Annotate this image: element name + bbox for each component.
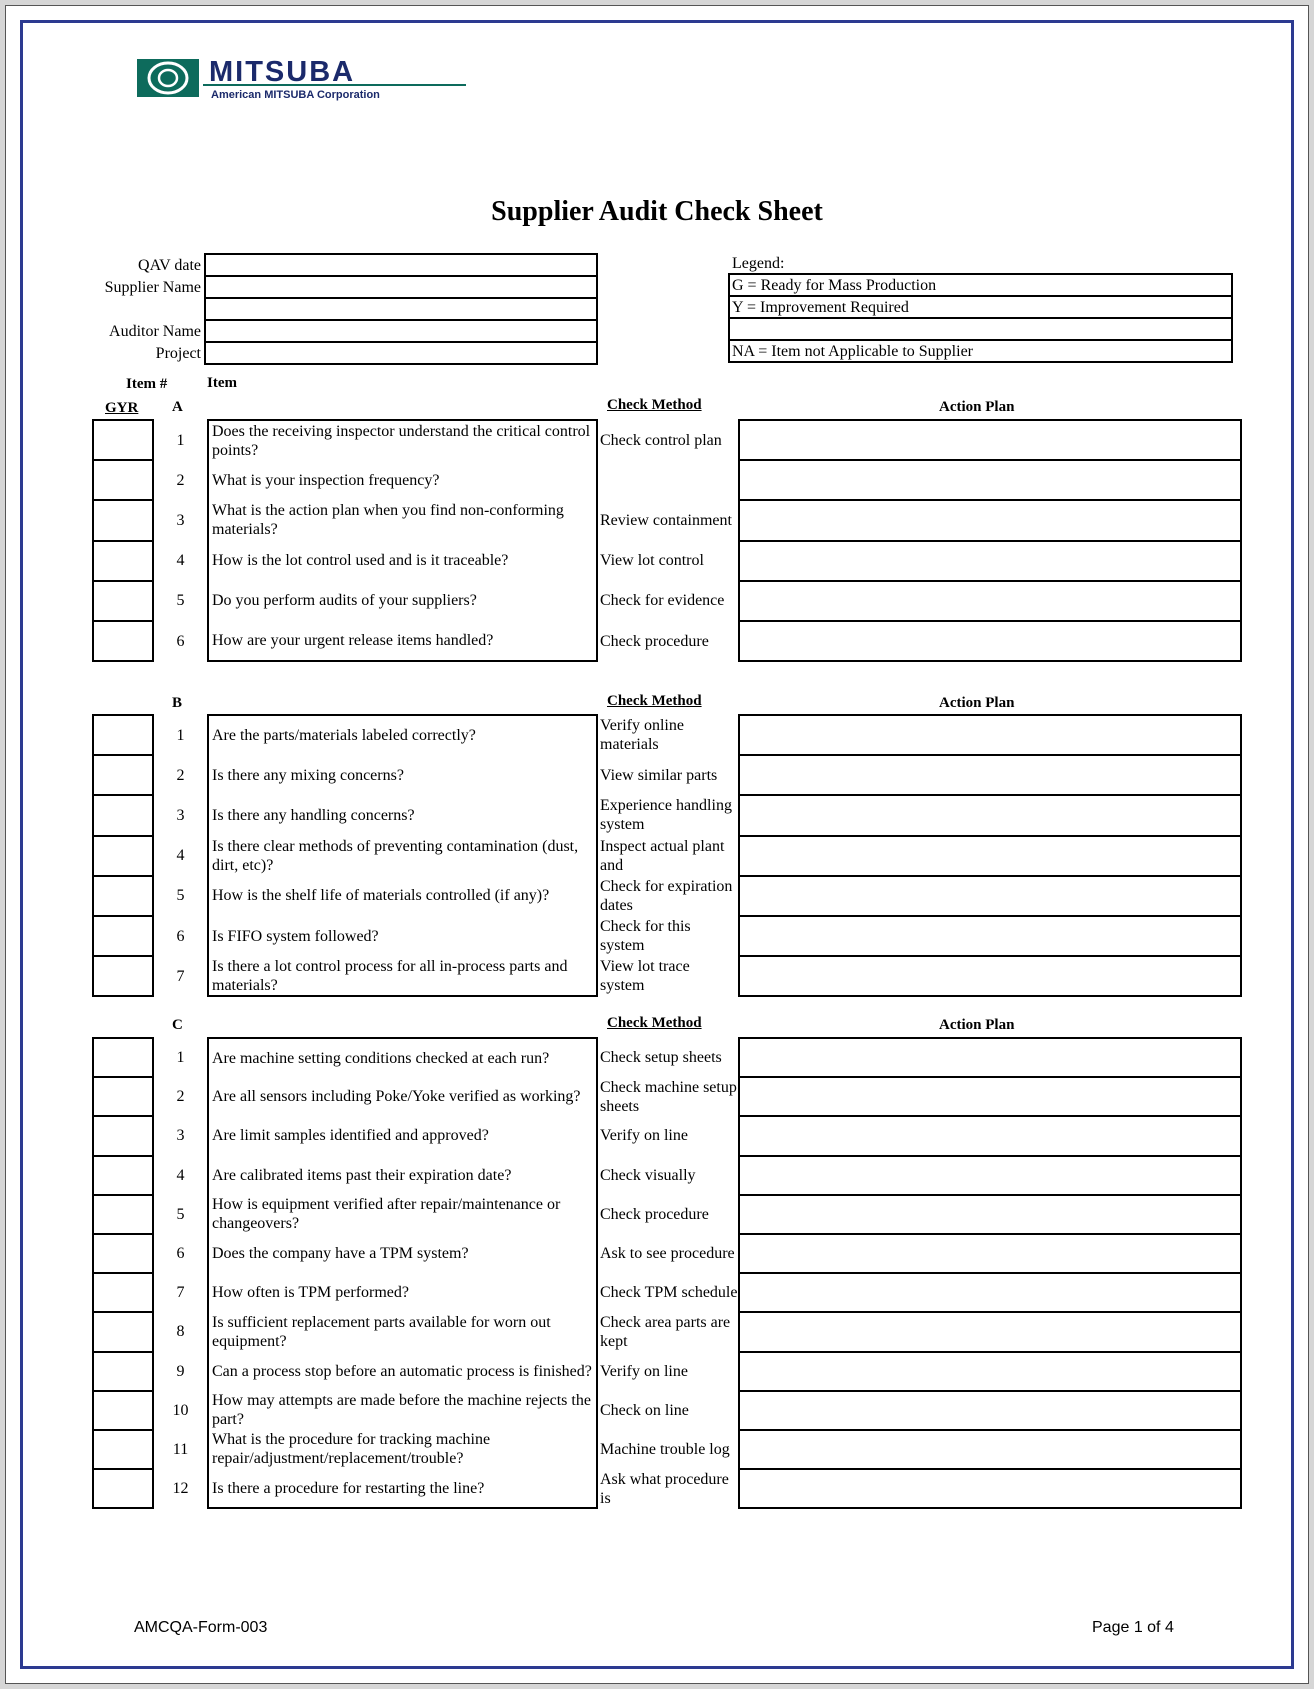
action-plan-input[interactable] [739, 1116, 1241, 1155]
legend-row [729, 296, 1232, 318]
gyr-status-box[interactable] [93, 1273, 153, 1312]
table-row [93, 621, 1241, 661]
check-method: Check procedure [600, 632, 709, 650]
item-question: Is there clear methods of preventing contamination (dust, dirt, etc)? [208, 836, 597, 876]
action-plan-input[interactable] [739, 836, 1241, 876]
header-field-row [92, 254, 597, 276]
gyr-status-box[interactable] [93, 500, 153, 540]
item-number: 11 [172, 1440, 189, 1458]
gyr-status-box[interactable] [93, 1038, 153, 1077]
action-plan-input[interactable] [739, 500, 1241, 540]
table-row [93, 1312, 1241, 1351]
item-number: 1 [176, 1049, 185, 1067]
check-method: Check setup sheets [600, 1049, 722, 1067]
action-plan-input[interactable] [739, 1391, 1241, 1430]
gyr-status-box[interactable] [93, 1430, 153, 1469]
legend-entry: Y = Improvement Required [729, 296, 1232, 318]
item-question: Are limit samples identified and approved? [208, 1116, 597, 1155]
item-number: 3 [176, 806, 185, 824]
header-field-label: Auditor Name [109, 322, 201, 340]
check-method: Check area parts are kept [600, 1313, 731, 1350]
gyr-status-box[interactable] [93, 1195, 153, 1234]
action-plan-input[interactable] [739, 1469, 1241, 1508]
header-field-row [92, 276, 597, 298]
table-row [93, 1469, 1241, 1508]
logo-brand-text: MITSUBA [209, 57, 356, 88]
col-action-plan: Action Plan [939, 399, 1015, 415]
gyr-status-box[interactable] [93, 621, 153, 661]
item-question: Is there any mixing concerns? [208, 755, 597, 795]
legend-table [728, 273, 1233, 363]
table-row [93, 795, 1241, 835]
header-field-input[interactable] [205, 298, 597, 320]
item-number: 12 [172, 1480, 189, 1498]
item-number: 9 [176, 1362, 185, 1380]
item-question: How is the lot control used and is it traceable? [208, 541, 597, 581]
check-method: Inspect actual plant and [600, 837, 725, 874]
check-method: Machine trouble log [600, 1440, 730, 1458]
table-row [93, 1116, 1241, 1155]
action-plan-input[interactable] [739, 1430, 1241, 1469]
legend-row [729, 318, 1232, 340]
header-field-row [92, 320, 597, 342]
check-method: Experience handling system [600, 797, 732, 834]
col-check-method: Check Method [607, 397, 702, 413]
item-question: What is the action plan when you find non-conforming materials? [208, 500, 597, 540]
item-question: What is your inspection frequency? [208, 460, 597, 500]
header-field-input[interactable] [205, 276, 597, 298]
section-letter: C [172, 1017, 183, 1033]
item-number: 4 [176, 552, 185, 570]
col-action-plan: Action Plan [939, 1017, 1015, 1033]
action-plan-input[interactable] [739, 1234, 1241, 1273]
header-field-row [92, 342, 597, 364]
gyr-status-box[interactable] [93, 755, 153, 795]
legend-entry: NA = Item not Applicable to Supplier [729, 340, 1232, 362]
item-number: 2 [176, 471, 185, 489]
section-table [92, 1037, 1242, 1509]
form-id: AMCQA-Form-003 [134, 1619, 268, 1636]
logo-emblem-core [159, 70, 177, 86]
page-number: Page 1 of 4 [1092, 1619, 1174, 1636]
item-number: 5 [176, 1205, 185, 1223]
action-plan-input[interactable] [739, 541, 1241, 581]
gyr-status-box[interactable] [93, 1234, 153, 1273]
gyr-status-box[interactable] [93, 956, 153, 996]
action-plan-input[interactable] [739, 956, 1241, 996]
action-plan-input[interactable] [739, 460, 1241, 500]
action-plan-input[interactable] [739, 755, 1241, 795]
item-number: 1 [176, 726, 185, 744]
item-number: 7 [176, 967, 185, 985]
page-title: Supplier Audit Check Sheet [491, 196, 823, 227]
check-method: View lot trace system [600, 958, 690, 995]
item-number: 3 [176, 511, 185, 529]
item-number: 6 [176, 632, 185, 650]
item-question: Is FIFO system followed? [208, 916, 597, 956]
gyr-status-box[interactable] [93, 1116, 153, 1155]
action-plan-input[interactable] [739, 420, 1241, 460]
check-method: Check machine setup sheets [600, 1078, 737, 1115]
item-number: 10 [172, 1401, 189, 1419]
action-plan-input[interactable] [739, 795, 1241, 835]
logo-subtitle-text: American MITSUBA Corporation [211, 89, 380, 101]
check-method: Check control plan [600, 431, 722, 449]
action-plan-input[interactable] [739, 1156, 1241, 1195]
gyr-status-box[interactable] [93, 541, 153, 581]
table-row [93, 1430, 1241, 1469]
gyr-status-box[interactable] [93, 795, 153, 835]
check-method: Verify on line [600, 1127, 688, 1145]
action-plan-input[interactable] [739, 581, 1241, 621]
header-field-input[interactable] [205, 254, 597, 276]
gyr-status-box[interactable] [93, 420, 153, 460]
header-field-input[interactable] [205, 342, 597, 364]
action-plan-input[interactable] [739, 1352, 1241, 1391]
table-row [93, 956, 1241, 996]
col-action-plan: Action Plan [939, 695, 1015, 711]
header-field-input[interactable] [205, 320, 597, 342]
item-question: Is there any handling concerns? [208, 795, 597, 835]
item-question: Do you perform audits of your suppliers? [208, 581, 597, 621]
section-table [92, 714, 1242, 997]
section-table [92, 419, 1242, 662]
item-question: Are the parts/materials labeled correctly? [208, 715, 597, 755]
gyr-status-box[interactable] [93, 1312, 153, 1351]
gyr-status-box[interactable] [93, 916, 153, 956]
header-fields-table [92, 253, 598, 365]
item-question: Are machine setting conditions checked at each run? [208, 1038, 597, 1077]
gyr-status-box[interactable] [93, 836, 153, 876]
check-method: View similar parts [600, 766, 718, 784]
check-method: Check TPM schedule [600, 1284, 738, 1302]
header-field-label [92, 298, 205, 320]
table-row [93, 876, 1241, 916]
item-question: Can a process stop before an automatic process is finished? [208, 1352, 597, 1391]
item-number: 2 [176, 1088, 185, 1106]
gyr-status-box[interactable] [93, 1469, 153, 1508]
header-field-label: Project [155, 344, 201, 362]
table-row [93, 500, 1241, 540]
check-method: Review containment [600, 511, 732, 529]
table-row [93, 581, 1241, 621]
item-question: Is there a procedure for restarting the line? [208, 1469, 597, 1508]
col-check-method: Check Method [607, 1015, 702, 1031]
gyr-status-box[interactable] [93, 876, 153, 916]
gyr-status-box[interactable] [93, 1391, 153, 1430]
item-question: Are calibrated items past their expiration date? [208, 1156, 597, 1195]
check-method [597, 460, 739, 500]
check-method: Check for evidence [600, 592, 725, 610]
table-row [93, 755, 1241, 795]
table-row [93, 1391, 1241, 1430]
item-number: 4 [176, 847, 185, 865]
item-number: 5 [176, 887, 185, 905]
item-number: 6 [176, 1245, 185, 1263]
check-method: Check on line [600, 1401, 689, 1419]
gyr-status-box[interactable] [93, 715, 153, 755]
check-method: Verify online materials [600, 717, 684, 754]
legend-row [729, 274, 1232, 296]
gyr-status-box[interactable] [93, 581, 153, 621]
section-letter: A [172, 399, 183, 415]
item-question: Is sufficient replacement parts available for worn out equipment? [208, 1312, 597, 1351]
action-plan-input[interactable] [739, 621, 1241, 661]
item-question: How is the shelf life of materials controlled (if any)? [208, 876, 597, 916]
check-method: Check for this system [600, 918, 691, 955]
check-method: Verify on line [600, 1362, 688, 1380]
check-method: Check procedure [600, 1205, 709, 1223]
item-question: What is the procedure for tracking machine repair/adjustment/replacement/trouble? [208, 1430, 597, 1469]
item-question: Does the receiving inspector understand the critical control points? [208, 420, 597, 460]
header-field-row [92, 298, 597, 320]
item-number: 2 [176, 766, 185, 784]
item-question: Is there a lot control process for all in-process parts and materials? [208, 956, 597, 996]
item-number: 1 [176, 431, 185, 449]
table-row [93, 1234, 1241, 1273]
gyr-status-box[interactable] [93, 1352, 153, 1391]
legend-entry: G = Ready for Mass Production [729, 274, 1232, 296]
gyr-status-box[interactable] [93, 460, 153, 500]
item-question: How often is TPM performed? [208, 1273, 597, 1312]
action-plan-input[interactable] [739, 715, 1241, 755]
mitsuba-logo [137, 57, 467, 103]
header-field-label: QAV date [138, 256, 201, 274]
gyr-status-box[interactable] [93, 1077, 153, 1116]
table-row [93, 836, 1241, 876]
item-number: 8 [176, 1323, 185, 1341]
action-plan-input[interactable] [739, 1312, 1241, 1351]
table-row [93, 460, 1241, 500]
item-question: How is equipment verified after repair/maintenance or changeovers? [208, 1195, 597, 1234]
table-row [93, 1156, 1241, 1195]
table-row [93, 715, 1241, 755]
section-letter: B [172, 695, 183, 711]
table-row [93, 541, 1241, 581]
item-question: Are all sensors including Poke/Yoke verified as working? [208, 1077, 597, 1116]
legend-entry [729, 318, 1232, 340]
check-method: Check visually [600, 1166, 696, 1184]
table-row [93, 1038, 1241, 1077]
item-number: 6 [176, 927, 185, 945]
check-method: Check for expiration dates [600, 877, 733, 914]
check-method: View lot control [600, 552, 704, 570]
item-number: 3 [176, 1127, 185, 1145]
col-gyr: GYR [105, 400, 139, 416]
item-number: 4 [176, 1166, 185, 1184]
action-plan-input[interactable] [739, 1038, 1241, 1077]
legend-title: Legend: [732, 255, 785, 272]
col-check-method: Check Method [607, 693, 702, 709]
action-plan-input[interactable] [739, 916, 1241, 956]
item-number: 7 [176, 1284, 185, 1302]
header-field-label: Supplier Name [104, 278, 201, 296]
check-method: Ask what procedure is [600, 1470, 729, 1507]
table-row [93, 916, 1241, 956]
col-item: Item [207, 375, 237, 391]
table-row [93, 1352, 1241, 1391]
table-row [93, 1195, 1241, 1234]
table-row [93, 1273, 1241, 1312]
action-plan-input[interactable] [739, 876, 1241, 916]
check-method: Ask to see procedure [600, 1245, 735, 1263]
table-row [93, 1077, 1241, 1116]
col-item-number: Item # [126, 376, 168, 392]
action-plan-input[interactable] [739, 1077, 1241, 1116]
action-plan-input[interactable] [739, 1195, 1241, 1234]
item-question: How may attempts are made before the machine rejects the part? [208, 1391, 597, 1430]
item-number: 5 [176, 592, 185, 610]
table-row [93, 420, 1241, 460]
gyr-status-box[interactable] [93, 1156, 153, 1195]
legend-row [729, 340, 1232, 362]
item-question: How are your urgent release items handled? [208, 621, 597, 661]
action-plan-input[interactable] [739, 1273, 1241, 1312]
item-question: Does the company have a TPM system? [208, 1234, 597, 1273]
